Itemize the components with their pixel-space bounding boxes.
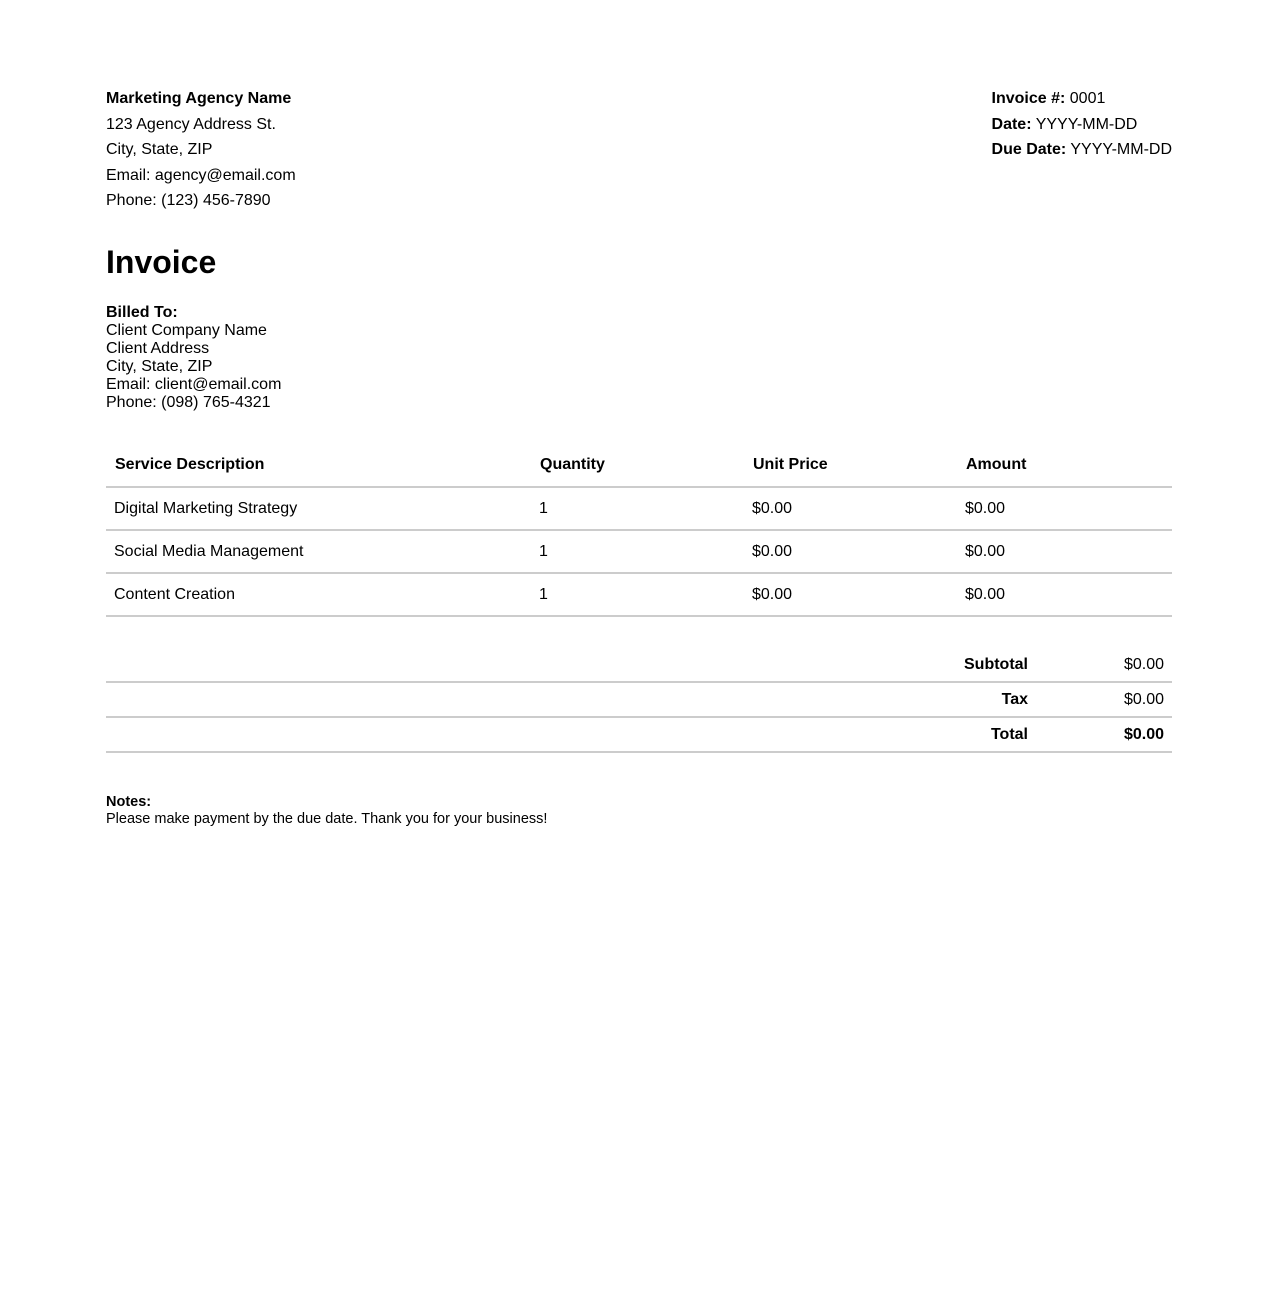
- total-value: $0.00: [1036, 717, 1172, 752]
- client-company: Client Company Name: [106, 322, 267, 339]
- totals-table: [106, 648, 1172, 753]
- quantity: 1: [531, 573, 744, 616]
- notes-section: [106, 794, 547, 828]
- invoice-date-row: [992, 112, 1172, 138]
- amount: $0.00: [957, 530, 1172, 573]
- invoice-date: YYYY-MM-DD: [1035, 115, 1138, 133]
- invoice-date-label: Date:: [991, 115, 1032, 133]
- client-address: Client Address: [106, 340, 210, 357]
- billed-to: [106, 304, 281, 412]
- table-header-row: [106, 444, 1172, 487]
- unit-price: $0.00: [744, 530, 957, 573]
- client-phone: Phone: (098) 765-4321: [106, 394, 271, 411]
- invoice-number-label: Invoice #:: [991, 90, 1066, 107]
- agency-info: [106, 86, 296, 214]
- services-table: [106, 444, 1172, 617]
- invoice-page: [106, 0, 1172, 827]
- page-title: Invoice: [106, 244, 217, 280]
- tax-label: Tax: [106, 682, 1036, 717]
- invoice-header: [106, 0, 1172, 230]
- notes-label: Notes:: [106, 794, 152, 810]
- table-row: [106, 530, 1172, 573]
- quantity: 1: [531, 487, 744, 530]
- total-row: [106, 717, 1172, 752]
- billed-to-label: Billed To:: [106, 304, 178, 321]
- service-description: Social Media Management: [106, 530, 531, 573]
- quantity: 1: [531, 530, 744, 573]
- total-label: Total: [106, 717, 1036, 752]
- client-email: Email: client@email.com: [106, 376, 282, 393]
- service-description: Content Creation: [106, 573, 531, 616]
- due-date-label: Due Date:: [991, 141, 1067, 158]
- invoice-meta: [992, 86, 1172, 163]
- invoice-number: 0001: [1069, 90, 1106, 107]
- table-row: [106, 487, 1172, 530]
- agency-name: Marketing Agency Name: [106, 90, 292, 107]
- header-service-description: Service Description: [106, 444, 531, 487]
- client-city: City, State, ZIP: [106, 358, 213, 375]
- service-description: Digital Marketing Strategy: [106, 487, 531, 530]
- agency-address: 123 Agency Address St.: [106, 115, 276, 133]
- amount: $0.00: [957, 573, 1172, 616]
- tax-row: [106, 682, 1172, 717]
- subtotal-value: $0.00: [1036, 648, 1172, 682]
- agency-email: Email: agency@email.com: [106, 166, 296, 184]
- header-amount: Amount: [957, 444, 1172, 487]
- notes-text: Please make payment by the due date. Thank you for your business!: [106, 811, 548, 827]
- tax-value: $0.00: [1036, 682, 1172, 717]
- agency-city: City, State, ZIP: [106, 141, 213, 158]
- subtotal-row: [106, 648, 1172, 682]
- agency-phone: Phone: (123) 456-7890: [106, 192, 271, 209]
- invoice-number-row: [992, 86, 1172, 112]
- amount: $0.00: [957, 487, 1172, 530]
- subtotal-label: Subtotal: [106, 648, 1036, 682]
- table-row: [106, 573, 1172, 616]
- header-unit-price: Unit Price: [744, 444, 957, 487]
- due-date-row: [992, 137, 1172, 163]
- due-date: YYYY-MM-DD: [1070, 141, 1172, 158]
- header-quantity: Quantity: [531, 444, 744, 487]
- unit-price: $0.00: [744, 487, 957, 530]
- unit-price: $0.00: [744, 573, 957, 616]
